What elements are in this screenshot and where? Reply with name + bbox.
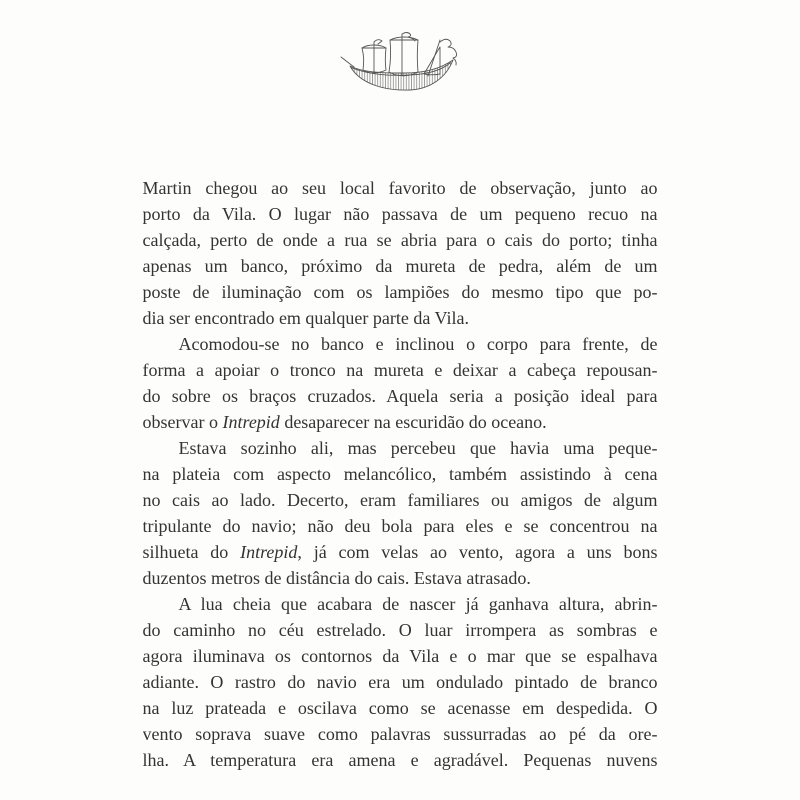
text-segment: calçada, perto de onde a rua se abria para o cais do porto; tinha: [142, 230, 658, 250]
text-segment: Martin chegou ao seu local favorito de observação, junto ao: [142, 178, 658, 198]
text-segment: apenas um banco, próximo da mureta de pedra, além de um: [142, 256, 658, 276]
text-segment: dia ser encontrado em qualquer parte da Vila.: [142, 308, 469, 328]
text-segment: na plateia com aspecto melancólico, também assistindo à cena: [142, 464, 658, 484]
sailing-ship-icon: [339, 30, 461, 94]
text-line: [143, 513, 658, 539]
text-segment: A lua cheia que acabara de nascer já ganhava altura, abrin-: [178, 594, 658, 614]
text-line: [143, 201, 658, 227]
text-segment: na luz prateada e oscilava como se acenasse em despedida. O: [142, 698, 658, 718]
text-segment: porto da Vila. O lugar não passava de um pequeno recuo na: [142, 204, 658, 224]
text-line: [143, 591, 658, 617]
ship-illustration: [339, 30, 461, 94]
text-segment: do sobre os braços cruzados. Aquela seria a posição ideal para: [142, 386, 658, 406]
text-line: [143, 279, 658, 305]
text-segment: Acomodou-se no banco e inclinou o corpo para frente, de: [178, 334, 658, 354]
text-line: [143, 565, 658, 591]
text-segment: silhueta do: [142, 542, 241, 562]
text-line: [143, 383, 658, 409]
text-segment: duzentos metros de distância do cais. Estava atrasado.: [142, 568, 531, 588]
text-line: [143, 721, 658, 747]
text-segment: , já com velas ao vento, agora a uns bons: [297, 542, 658, 562]
text-segment: observar o: [142, 412, 223, 432]
text-line: [143, 331, 658, 357]
text-segment: tripulante do navio; não deu bola para eles e se concentrou na: [142, 516, 658, 536]
text-segment: poste de iluminação com os lampiões do mesmo tipo que po-: [142, 282, 658, 302]
text-line: [143, 357, 658, 383]
italic-text: Intrepid: [240, 542, 298, 562]
text-segment: Estava sozinho ali, mas percebeu que havia uma peque-: [178, 438, 658, 458]
text-segment: forma a apoiar o tronco na mureta e deixar a cabeça repousan-: [142, 360, 658, 380]
text-line: [143, 461, 658, 487]
text-segment: adiante. O rastro do navio era um ondulado pintado de branco: [142, 672, 658, 692]
text-line: [143, 747, 658, 773]
text-line: [143, 617, 658, 643]
text-segment: desaparecer na escuridão do oceano.: [279, 412, 547, 432]
text-line: [143, 305, 658, 331]
text-line: [143, 539, 658, 565]
text-line: [143, 175, 658, 201]
text-line: [143, 669, 658, 695]
text-block: [143, 175, 658, 773]
text-line: [143, 227, 658, 253]
text-line: [143, 695, 658, 721]
text-segment: vento soprava suave como palavras sussurradas ao pé da ore-: [142, 724, 658, 744]
text-segment: do caminho no céu estrelado. O luar irrompera as sombras e: [142, 620, 658, 640]
text-segment: agora iluminava os contornos da Vila e o mar que se espalhava: [142, 646, 658, 666]
text-line: [143, 643, 658, 669]
text-line: [143, 487, 658, 513]
text-line: [143, 435, 658, 461]
italic-text: Intrepid: [222, 412, 280, 432]
text-segment: no cais ao lado. Decerto, eram familiares ou amigos de algum: [142, 490, 658, 510]
text-segment: lha. A temperatura era amena e agradável. Pequenas nuvens: [142, 750, 658, 770]
text-line: [143, 253, 658, 279]
text-line: [143, 409, 658, 435]
